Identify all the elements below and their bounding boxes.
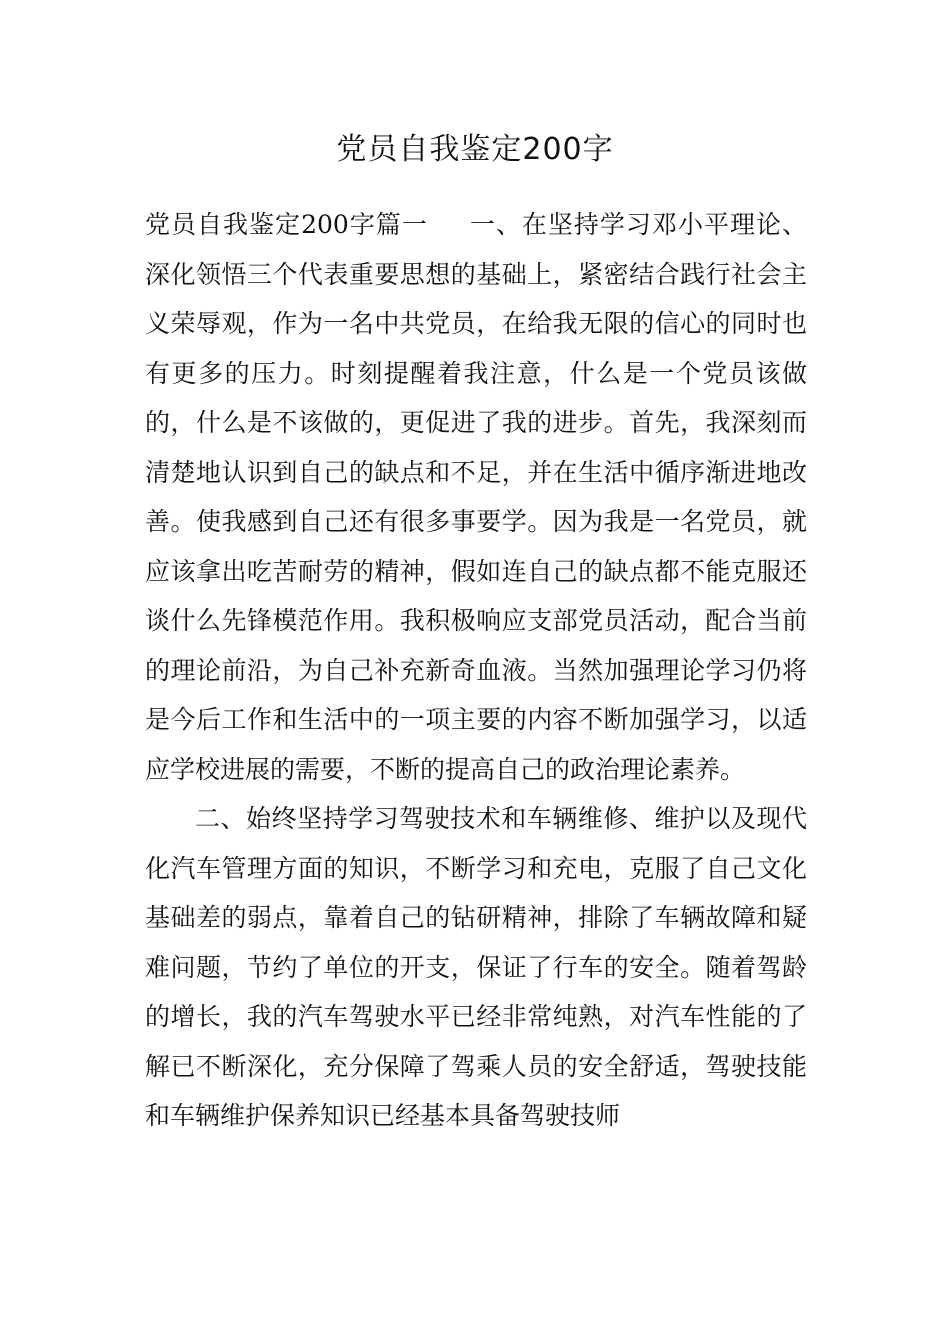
section-heading: 党员自我鉴定200字篇一 bbox=[145, 210, 428, 239]
document-title: 党员自我鉴定200字 bbox=[336, 132, 614, 167]
paragraph-1-text: 一、在坚持学习邓小平理论、深化领悟三个代表重要思想的基础上，紧密结合践行社会主义荣辱观，作为一名中共党员，在给我无限的信心的同时也有更多的压力。时刻提醒着我注意，什么是一个党员该做的，什么是不该做的，更促进了我的进步。首先，我深刻而清楚地认识到自己的缺点和不足，并在生活中循序渐进地改善。使我感到自己还有很多事要学。因为我是一名党员，就应该拿出吃苦耐劳的精神，假如连自己的缺点都不能克服还谈什么先锋模范作用。我积极响应支部党员活动，配合当前的理论前沿，为自己补充新奇血液。当然加强理论学习仍将是今后工作和生活中的一项主要的内容不断加强学习，以适应学校进展的需要，不断的提高自己的政治理论素养。 bbox=[145, 210, 807, 784]
document-body bbox=[145, 200, 807, 1141]
paragraph-2: 二、始终坚持学习驾驶技术和车辆维修、维护以及现代化汽车管理方面的知识，不断学习和充电，克服了自己文化基础差的弱点，靠着自己的钻研精神，排除了车辆故障和疑难问题，节约了单位的开支，保证了行车的安全。随着驾龄的增长，我的汽车驾驶水平已经非常纯熟，对汽车性能的了解已不断深化，充分保障了驾乘人员的安全舒适，驾驶技能和车辆维护保养知识已经基本具备驾驶技师 bbox=[145, 804, 807, 1130]
paragraph-1 bbox=[145, 200, 807, 794]
